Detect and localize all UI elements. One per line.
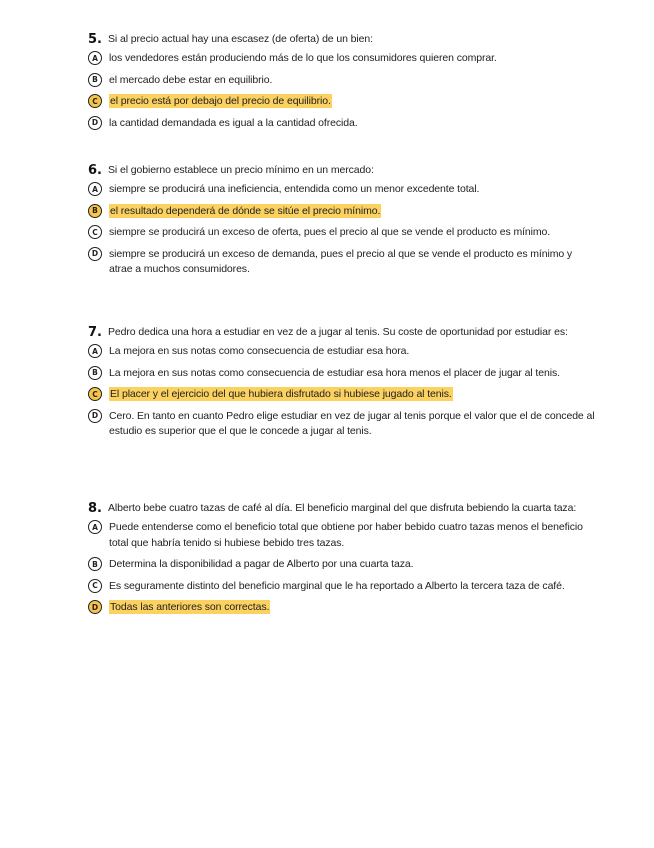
option-text: el mercado debe estar en equilibrio. bbox=[109, 73, 273, 86]
option-letter[interactable]: A bbox=[88, 520, 102, 534]
option-c[interactable] bbox=[88, 225, 598, 241]
question-number: 7. bbox=[88, 325, 102, 340]
option-a[interactable] bbox=[88, 344, 598, 360]
option-d[interactable] bbox=[88, 247, 598, 278]
option-letter[interactable]: C bbox=[88, 387, 102, 401]
option-d[interactable] bbox=[88, 600, 598, 616]
option-text: los vendedores están produciendo más de lo que los consumidores quieren comprar. bbox=[109, 52, 497, 64]
option-letter[interactable]: A bbox=[88, 344, 102, 358]
option-letter[interactable]: B bbox=[88, 73, 102, 87]
option-text-selected: Todas las anteriores son correctas. bbox=[110, 601, 270, 613]
question-7 bbox=[88, 325, 598, 446]
option-text: siempre se producirá una ineficiencia, entendida como un menor excedente total. bbox=[109, 183, 480, 195]
question-number: 8. bbox=[88, 501, 102, 516]
question-text: Pedro dedica una hora a estudiar en vez de a jugar al tenis. Su coste de oportunidad por estudiar es: bbox=[108, 326, 568, 338]
option-c[interactable] bbox=[88, 94, 598, 110]
question-5 bbox=[88, 32, 598, 137]
option-c[interactable] bbox=[88, 387, 598, 403]
option-d[interactable] bbox=[88, 409, 598, 440]
option-letter[interactable]: B bbox=[88, 204, 102, 218]
option-letter[interactable]: D bbox=[88, 600, 102, 614]
option-text: Es seguramente distinto del beneficio marginal que le ha reportado a Alberto la tercera taza de café. bbox=[109, 579, 565, 592]
option-text-selected: El placer y el ejercicio del que hubiera disfrutado si hubiese jugado al tenis. bbox=[110, 388, 452, 400]
question-8 bbox=[88, 501, 598, 622]
option-letter[interactable]: D bbox=[88, 409, 102, 423]
option-letter[interactable]: C bbox=[88, 579, 102, 593]
option-d[interactable] bbox=[88, 116, 598, 132]
option-letter[interactable]: C bbox=[88, 225, 102, 239]
option-text: la cantidad demandada es igual a la cantidad ofrecida. bbox=[109, 116, 358, 129]
question-text: Si el gobierno establece un precio mínimo en un mercado: bbox=[108, 164, 374, 176]
option-text: La mejora en sus notas como consecuencia de estudiar esa hora menos el placer de jugar al tenis. bbox=[109, 366, 560, 379]
option-letter[interactable]: B bbox=[88, 557, 102, 571]
option-text-selected: el resultado dependerá de dónde se sitúe el precio mínimo. bbox=[110, 204, 381, 217]
option-b[interactable] bbox=[88, 366, 598, 382]
option-a[interactable] bbox=[88, 51, 598, 67]
question-number: 5. bbox=[88, 32, 102, 47]
option-text: Cero. En tanto en cuanto Pedro elige estudiar en vez de jugar al tenis porque el valor que el de concede al estudio es superior que el que le concede a jugar al tenis. bbox=[109, 409, 595, 437]
option-b[interactable] bbox=[88, 73, 598, 89]
question-number: 6. bbox=[88, 163, 102, 178]
option-letter[interactable]: D bbox=[88, 116, 102, 130]
option-letter[interactable]: A bbox=[88, 51, 102, 65]
option-text: La mejora en sus notas como consecuencia de estudiar esa hora. bbox=[109, 345, 410, 357]
option-letter[interactable]: B bbox=[88, 366, 102, 380]
option-b[interactable] bbox=[88, 204, 598, 220]
option-a[interactable] bbox=[88, 520, 598, 551]
option-letter[interactable]: A bbox=[88, 182, 102, 196]
question-6 bbox=[88, 163, 598, 284]
option-letter[interactable]: D bbox=[88, 247, 102, 261]
option-a[interactable] bbox=[88, 182, 598, 198]
option-text: siempre se producirá un exceso de demanda, pues el precio al que se vende el producto es mínimo y atrae a muchos consumidores. bbox=[109, 247, 573, 275]
question-text: Alberto bebe cuatro tazas de café al día. El beneficio marginal del que disfruta bebiendo la cuarta taza: bbox=[108, 502, 577, 514]
option-text: Determina la disponibilidad a pagar de Alberto por una cuarta taza. bbox=[109, 558, 414, 570]
question-text: Si al precio actual hay una escasez (de oferta) de un bien: bbox=[108, 33, 373, 45]
option-b[interactable] bbox=[88, 557, 598, 573]
option-text-selected: el precio está por debajo del precio de equilibrio. bbox=[110, 95, 331, 107]
option-letter[interactable]: C bbox=[88, 94, 102, 108]
option-text: siempre se producirá un exceso de oferta, pues el precio al que se vende el producto es mínimo. bbox=[109, 226, 551, 238]
option-text: Puede entenderse como el beneficio total que obtiene por haber bebido cuatro tazas menos el beneficio total que habría tenido si hubiese bebido tres tazas. bbox=[109, 521, 583, 549]
option-c[interactable] bbox=[88, 579, 598, 595]
